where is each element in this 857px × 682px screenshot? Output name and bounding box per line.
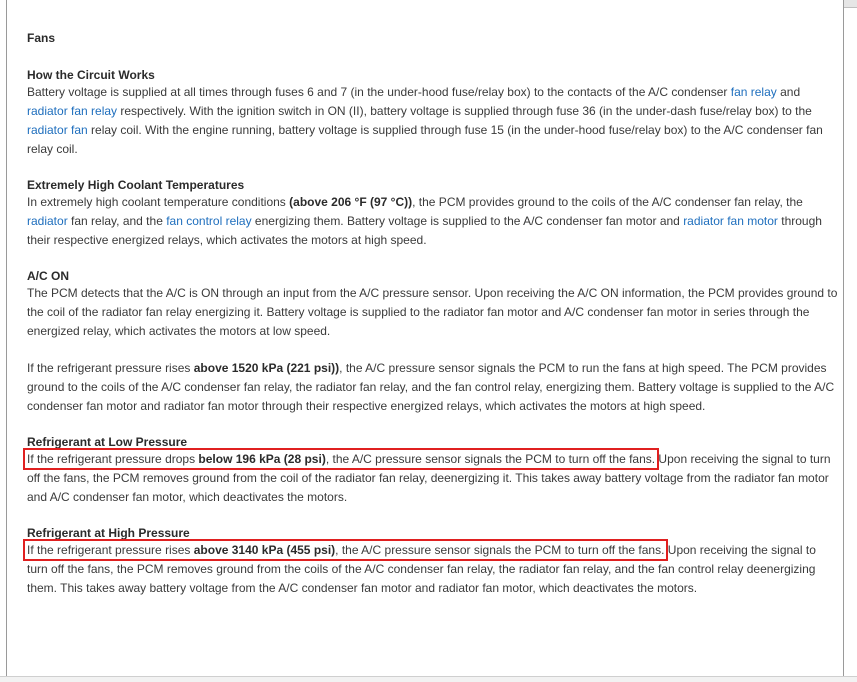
pressure-high-speed-value: above 1520 kPa (221 psi)) bbox=[193, 361, 340, 375]
link-radiator-fan-relay[interactable]: radiator fan relay bbox=[27, 104, 118, 118]
paragraph-ac-on-2: If the refrigerant pressure rises above 1520 kPa (221 psi)), the A/C pressure sensor signals the PCM to run the fans at high speed. The PCM provides ground to the coils of the A/C condenser fan relay, the radiator fan relay, and the fan control relay, energizing them. Battery voltage is supplied to the A/C condenser fan motor and radiator fan motor through their respective energized relays, which activates the motors at high speed. bbox=[27, 361, 835, 413]
high-pressure-value: above 3140 kPa (455 psi) bbox=[193, 543, 336, 557]
link-fan-relay[interactable]: fan relay bbox=[730, 85, 777, 99]
paragraph-low-pressure: If the refrigerant pressure drops below 196 kPa (28 psi), the A/C pressure sensor signals the PCM to turn off the fans. Upon receiving the signal to turn off the fans, the PCM removes ground from the coil of the radiator fan relay, deenergizing it. This takes away battery voltage from the radiator fan motor and A/C condenser fan motor, which deactivates the motors. bbox=[27, 452, 831, 504]
low-pressure-value: below 196 kPa (28 psi) bbox=[198, 452, 326, 466]
link-radiator[interactable]: radiator bbox=[27, 214, 68, 228]
heading-high-coolant: Extremely High Coolant Temperatures bbox=[27, 178, 245, 192]
link-fan-control-relay[interactable]: fan control relay bbox=[166, 214, 252, 228]
paragraph-circuit: Battery voltage is supplied at all times through fuses 6 and 7 (in the under-hood fuse/relay box) to the contacts of the A/C condenser fan relay and radiator fan relay respectively. With the ignition switch in ON (II), battery voltage is supplied through fuse 36 (in the under-dash fuse/relay box) to the radiator fan relay coil. With the engine running, battery voltage is supplied through fuse 15 (in the under-hood fuse/relay box) to the A/C condenser fan relay coil. bbox=[27, 85, 823, 156]
link-radiator-fan[interactable]: radiator fan bbox=[27, 123, 88, 137]
coolant-temperature-value: (above 206 °F (97 °C)) bbox=[289, 195, 413, 209]
paragraph-coolant: In extremely high coolant temperature conditions (above 206 °F (97 °C)), the PCM provides ground to the coils of the A/C condenser fan relay, the radiator fan relay, and the fan control relay energizing them. Battery voltage is supplied to the A/C condenser fan motor and radiator fan motor through their respective energized relays, which activates the motors at high speed. bbox=[27, 195, 822, 247]
paragraph-high-pressure: If the refrigerant pressure rises above 3140 kPa (455 psi), the A/C pressure sensor signals the PCM to turn off the fans. Upon receiving the signal to turn off the fans, the PCM removes ground from the coils of the A/C condenser fan relay, the radiator fan relay, and the fan control relay deenergizing them. This takes away battery voltage from the A/C condenser fan motor and radiator fan motor, which deactivates the motors. bbox=[27, 543, 816, 595]
link-radiator-fan-motor[interactable]: radiator fan motor bbox=[683, 214, 778, 228]
document-content bbox=[27, 30, 839, 598]
highlight-box-high-pressure: If the refrigerant pressure rises above 3140 kPa (455 psi), the A/C pressure sensor signals the PCM to turn off the fans. bbox=[27, 543, 665, 557]
heading-how-circuit-works: How the Circuit Works bbox=[27, 68, 155, 82]
paragraph-ac-on-1: The PCM detects that the A/C is ON through an input from the A/C pressure sensor. Upon receiving the A/C ON information, the PCM provides ground to the coil of the radiator fan relay energizing it. Battery voltage is supplied to the radiator fan motor and A/C condenser fan motor in series through the energized relay, which activates the motors at low speed. bbox=[27, 286, 838, 338]
corner-tab bbox=[844, 0, 857, 8]
bottom-strip bbox=[0, 676, 857, 682]
heading-ac-on: A/C ON bbox=[27, 269, 69, 283]
highlight-box-low-pressure: If the refrigerant pressure drops below 196 kPa (28 psi), the A/C pressure sensor signals the PCM to turn off the fans. bbox=[27, 452, 656, 466]
page-title: Fans bbox=[27, 31, 56, 45]
heading-high-pressure: Refrigerant at High Pressure bbox=[27, 526, 190, 540]
heading-low-pressure: Refrigerant at Low Pressure bbox=[27, 435, 188, 449]
